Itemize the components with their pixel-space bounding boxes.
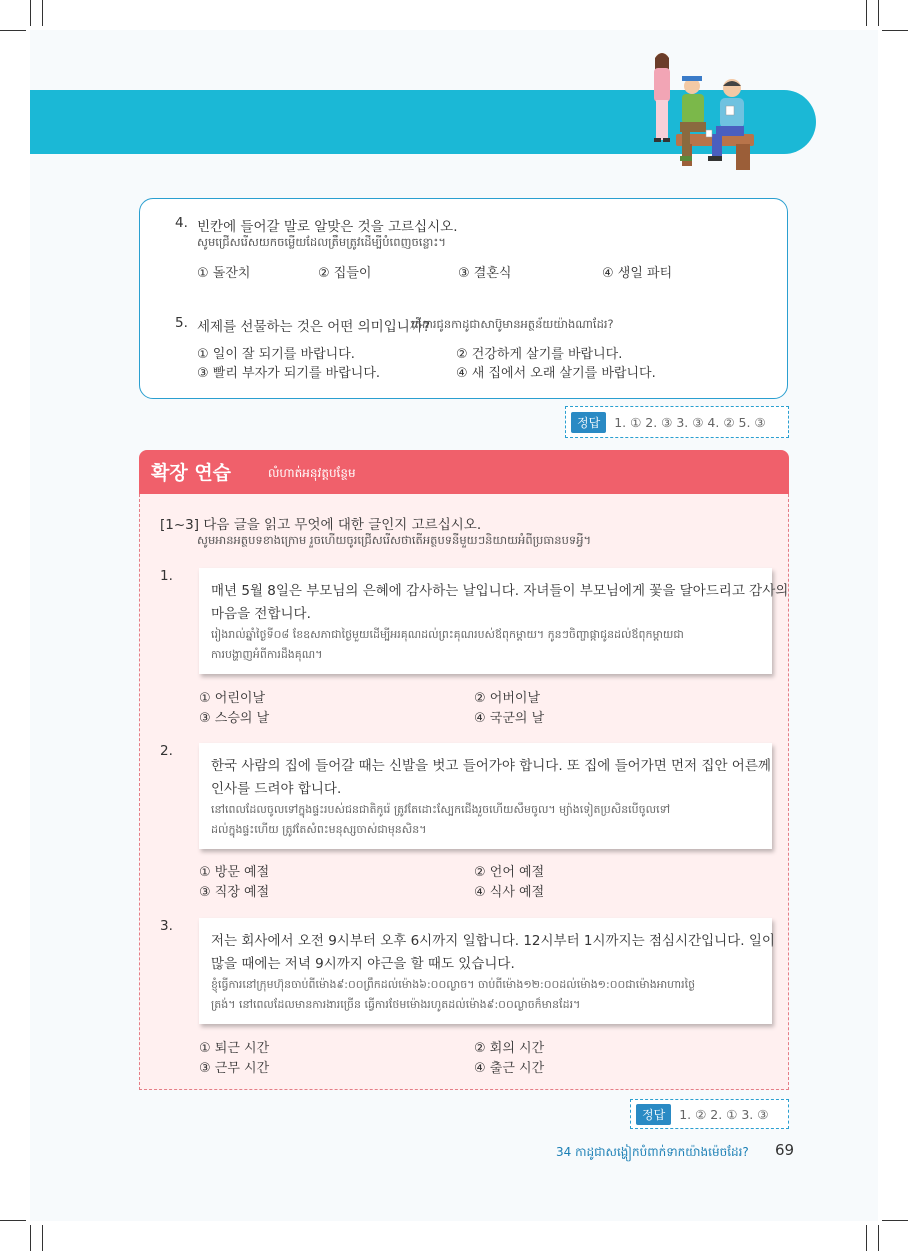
option-2[interactable]: ② 어버이날 [474, 691, 541, 706]
instruction-translation: សូមអានអត្ថបទខាងក្រោម រួចហើយចូរជ្រើសរើសថាតើអត្ថបទនីមួយៗនិយាយអំពីប្រធានបទអ្វី។ [197, 533, 592, 547]
crop-mark [30, 0, 31, 26]
crop-mark [866, 1225, 867, 1251]
option-3[interactable]: ③ 근무 시간 [199, 1061, 270, 1076]
question-text: 세제를 선물하는 것은 어떤 의미입니까? [197, 319, 430, 335]
option-1[interactable]: ① 방문 예절 [199, 865, 270, 880]
answer-key [630, 1099, 789, 1129]
option-1[interactable]: ① 돌잔치 [197, 266, 251, 281]
crop-mark [30, 1225, 31, 1251]
passage-translation: ការបង្ហាញអំពីការដឹងគុណ។ [211, 648, 323, 661]
answer-tag: 정답 [571, 412, 606, 433]
passage-text: 마음을 전합니다. [211, 606, 311, 622]
crop-mark [42, 1225, 43, 1251]
passage-text: 한국 사람의 집에 들어갈 때는 신발을 벗고 들어가야 합니다. 또 집에 들어가면 먼저 집안 어른께 [211, 758, 771, 774]
answer-tag: 정답 [636, 1104, 671, 1125]
practice-title: 확장 연습 [151, 462, 232, 484]
passage-translation: ខ្ញុំធ្វើការនៅក្រុមហ៊ុនចាប់ពីម៉ោង៩:០០ព្រឹកដល់ម៉ោង៦:០០ល្ងាច។ ចាប់ពីម៉ោង១២:០០ដល់ម៉ោង១:០០ជាម៉ោងអាហារថ្ងៃ [211, 978, 696, 991]
passage-card [199, 568, 789, 674]
passage-card [199, 743, 772, 849]
crop-mark [42, 0, 43, 26]
option-4[interactable]: ④ 식사 예절 [474, 885, 545, 900]
item-number: 1. [160, 568, 173, 584]
answer-text: 1. ① 2. ③ 3. ③ 4. ② 5. ③ [614, 414, 766, 430]
option-4[interactable]: ④ 국군의 날 [474, 711, 545, 726]
crop-mark [866, 0, 867, 26]
option-3[interactable]: ③ 스승의 날 [199, 711, 270, 726]
passage-translation: រៀងរាល់ឆ្នាំថ្ងៃទី០៨ ខែឧសភាជាថ្ងៃមួយដើម្បីអរគុណដល់ព្រះគុណរបស់ឪពុកម្ដាយ។ កូនៗចិញ្ចាផ្កាជូនដល់ឪពុកម្ដាយជា [211, 628, 684, 641]
question-number: 5. [175, 315, 188, 331]
crop-mark [882, 30, 908, 31]
question-text: 빈칸에 들어갈 말로 알맞은 것을 고르십시오. [197, 219, 458, 235]
passage-card [199, 918, 775, 1024]
option-2[interactable]: ② 언어 예절 [474, 865, 545, 880]
question-translation: តើការជូនកាដូជាសាប៊ូមានអត្ថន័យយ៉ាងណាដែរ? [411, 317, 614, 331]
crop-mark [0, 1220, 26, 1221]
practice-header [139, 450, 789, 494]
passage-translation: ដល់ក្នុងផ្ទះហើយ ត្រូវតែសំពះមនុស្សចាស់ជាមុនសិន។ [211, 823, 427, 836]
crop-mark [882, 1220, 908, 1221]
chapter-title: 34 កាដូជាសង្ហៀកបំពាក់ទាកយ៉ាងម៉េចដែរ? [556, 1145, 749, 1159]
passage-text: 저는 회사에서 오전 9시부터 오후 6시까지 일합니다. 12시부터 1시까지는 점심시간입니다. 일이 [211, 933, 775, 949]
passage-text: 많을 때에는 저녁 9시까지 야근을 할 때도 있습니다. [211, 956, 515, 972]
question-number: 4. [175, 215, 188, 231]
option-1[interactable]: ① 일이 잘 되기를 바랍니다. [197, 347, 355, 362]
question-translation: សូមជ្រើសរើសយកចម្លើយដែលត្រឹមត្រូវដើម្បីបំពេញចន្លោះ។ [197, 235, 446, 249]
option-3[interactable]: ③ 결혼식 [458, 266, 512, 281]
option-1[interactable]: ① 어린이날 [199, 691, 266, 706]
option-2[interactable]: ② 회의 시간 [474, 1041, 545, 1056]
crop-mark [878, 1225, 879, 1251]
answer-key [565, 406, 789, 438]
practice-subtitle: លំហាត់អនុវត្តបន្ថែម [268, 466, 356, 480]
item-number: 3. [160, 918, 173, 934]
instruction-text: [1~3] 다음 글을 읽고 무엇에 대한 글인지 고르십시오. [160, 517, 482, 533]
option-4[interactable]: ④ 새 집에서 오래 살기를 바랍니다. [456, 366, 656, 381]
option-3[interactable]: ③ 직장 예절 [199, 885, 270, 900]
page-number: 69 [775, 1141, 795, 1159]
passage-translation: ត្រង់។ នៅពេលដែលមានការងារច្រើន ធ្វើការថែមម៉ោងរហូតដល់ម៉ោង៩:០០ល្ងាចក៏មានដែរ។ [211, 998, 581, 1011]
passage-text: 매년 5월 8일은 부모님의 은혜에 감사하는 날입니다. 자녀들이 부모님에게 꽃을 달아드리고 감사의 [211, 583, 789, 599]
crop-mark [878, 0, 879, 26]
option-3[interactable]: ③ 빨리 부자가 되기를 바랍니다. [197, 366, 381, 381]
item-number: 2. [160, 743, 173, 759]
option-4[interactable]: ④ 생일 파티 [602, 266, 673, 281]
option-2[interactable]: ② 집들이 [318, 266, 372, 281]
crop-mark [0, 30, 26, 31]
people-illustration [636, 48, 764, 176]
passage-text: 인사를 드려야 합니다. [211, 781, 342, 797]
option-2[interactable]: ② 건강하게 살기를 바랍니다. [456, 347, 623, 362]
option-4[interactable]: ④ 출근 시간 [474, 1061, 545, 1076]
answer-text: 1. ② 2. ① 3. ③ [679, 1106, 769, 1122]
passage-translation: នៅពេលដែលចូលទៅក្នុងផ្ទះរបស់ជនជាតិកូរ៉េ ត្រូវតែដោះស្បែកជើងរួចហើយសឹមចូល។ ម្យ៉ាងទៀតប្រសិនបើចូលទៅ [211, 803, 671, 816]
option-1[interactable]: ① 퇴근 시간 [199, 1041, 270, 1056]
